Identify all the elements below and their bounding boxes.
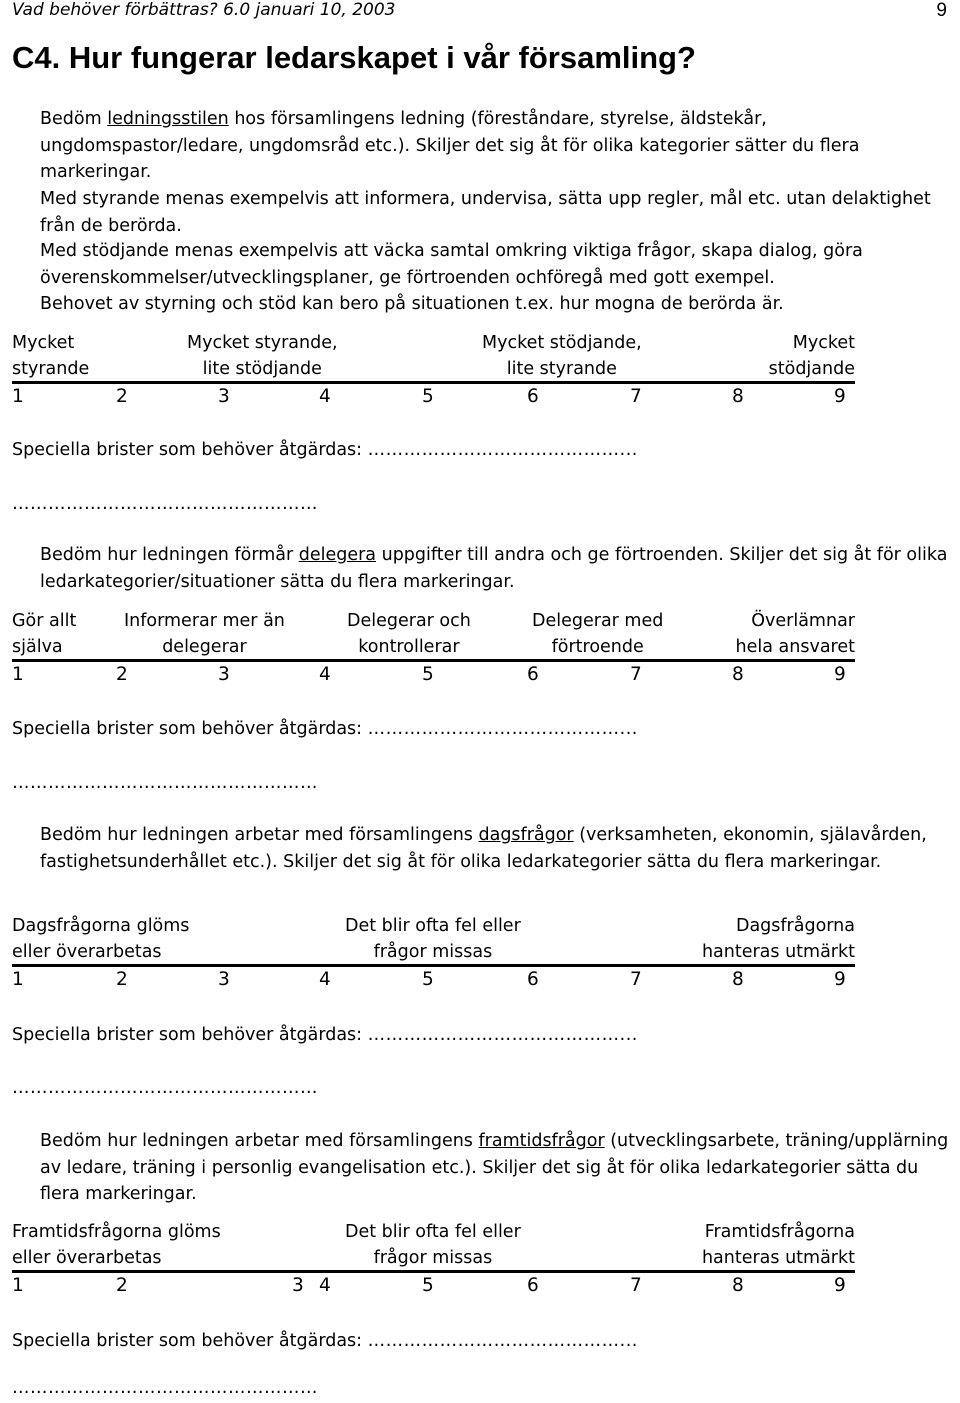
- deficiency-field[interactable]: Speciella brister som behöver åtgärdas: ……………………………………...: [12, 440, 638, 460]
- scale-option-6[interactable]: 6: [527, 664, 539, 685]
- scale-option-6[interactable]: 6: [527, 386, 539, 407]
- deficiency-field-continued[interactable]: ……………………………………………: [12, 494, 318, 514]
- scale-option-1[interactable]: 1: [12, 664, 24, 685]
- scale-label: Framtidsfrågorna hanteras utmärkt: [701, 1222, 855, 1268]
- deficiency-field[interactable]: Speciella brister som behöver åtgärdas: ……………………………………...: [12, 719, 638, 739]
- scale-option-4[interactable]: 4: [319, 969, 331, 990]
- scale-label: Det blir ofta fel eller frågor missas: [345, 1222, 521, 1268]
- scale-label: Delegerar och kontrollerar: [347, 611, 471, 657]
- question-2-text: Bedöm hur ledningen förmår delegera uppgifter till andra och ge förtroenden. Skiljer det sig åt för olika ledarkategorier/situationer sätta du flera markeringar.: [40, 545, 948, 592]
- question-1-definition-stodjande: Med stödjande menas exempelvis att väcka samtal omkring viktiga frågor, skapa dialog, göra överenskommelser/utvecklingsplaner, ge förtroenden ochföregå med gott exempel.: [40, 241, 863, 288]
- scale-label: Informerar mer än delegerar: [124, 611, 285, 657]
- scale-option-2[interactable]: 2: [116, 1275, 128, 1296]
- scale-rule: [12, 964, 855, 967]
- deficiency-field-continued[interactable]: ……………………………………………: [12, 1078, 318, 1098]
- page-number: 9: [936, 0, 947, 21]
- scale-label: Dagsfrågorna glöms eller överarbetas: [12, 916, 190, 962]
- scale-option-2[interactable]: 2: [116, 386, 128, 407]
- scale-option-6[interactable]: 6: [527, 969, 539, 990]
- scale-option-7[interactable]: 7: [630, 969, 642, 990]
- question-1-text: Bedöm ledningsstilen hos församlingens ledning (föreståndare, styrelse, äldstekår, ungdomspastor/ledare, ungdomsråd etc.). Skiljer det sig åt för olika kategorier sätter du flera markeringar.: [40, 109, 860, 182]
- deficiency-field[interactable]: Speciella brister som behöver åtgärdas: ……………………………………...: [12, 1025, 638, 1045]
- scale-option-5[interactable]: 5: [422, 664, 434, 685]
- scale-label: Gör allt själva: [12, 611, 77, 657]
- scale-rule: [12, 381, 855, 384]
- scale-option-1[interactable]: 1: [12, 386, 24, 407]
- scale-option-3[interactable]: 3: [218, 386, 230, 407]
- scale-option-9[interactable]: 9: [834, 664, 846, 685]
- scale-option-8[interactable]: 8: [732, 664, 744, 685]
- question-3-text: Bedöm hur ledningen arbetar med församlingens dagsfrågor (verksamheten, ekonomin, själavården, fastighetsunderhållet etc.). Skiljer det sig åt för olika ledarkategorier sätta du flera markeringar.: [40, 825, 927, 872]
- scale-option-7[interactable]: 7: [630, 386, 642, 407]
- scale-option-9[interactable]: 9: [834, 969, 846, 990]
- scale-option-3[interactable]: 3: [218, 664, 230, 685]
- scale-label: Mycket stödjande, lite styrande: [482, 333, 642, 379]
- question-4-text: Bedöm hur ledningen arbetar med församlingens framtidsfrågor (utvecklingsarbete, träning/upplärning av ledare, träning i personlig evangelisation etc.). Skiljer det sig åt för olika ledarkategorier sätta du flera markeringar.: [40, 1131, 949, 1204]
- page-title: C4. Hur fungerar ledarskapet i vår församling?: [12, 40, 696, 75]
- scale-option-2[interactable]: 2: [116, 664, 128, 685]
- scale-option-4[interactable]: 4: [319, 386, 331, 407]
- scale-option-3[interactable]: 3: [218, 969, 230, 990]
- scale-option-3[interactable]: 3: [292, 1275, 304, 1296]
- deficiency-field[interactable]: Speciella brister som behöver åtgärdas: ……………………………………...: [12, 1331, 638, 1351]
- scale-option-7[interactable]: 7: [630, 664, 642, 685]
- scale-option-1[interactable]: 1: [12, 1275, 24, 1296]
- scale-option-2[interactable]: 2: [116, 969, 128, 990]
- page-header: [12, 0, 947, 24]
- scale-option-5[interactable]: 5: [422, 969, 434, 990]
- scale-label: Överlämnar hela ansvaret: [735, 611, 855, 657]
- scale-label: Dagsfrågorna hanteras utmärkt: [701, 916, 855, 962]
- scale-option-8[interactable]: 8: [732, 969, 744, 990]
- question-1-note: Behovet av styrning och stöd kan bero på situationen t.ex. hur mogna de berörda är.: [40, 294, 784, 314]
- scale-label: Mycket stödjande: [768, 333, 855, 379]
- header-version: Vad behöver förbättras? 6.0 januari 10, 2003: [12, 0, 396, 20]
- scale-option-4[interactable]: 4: [319, 1275, 331, 1296]
- scale-option-6[interactable]: 6: [527, 1275, 539, 1296]
- scale-option-9[interactable]: 9: [834, 1275, 846, 1296]
- scale-rule: [12, 659, 855, 662]
- scale-option-5[interactable]: 5: [422, 386, 434, 407]
- scale-rule: [12, 1270, 855, 1273]
- scale-label: Mycket styrande: [12, 333, 90, 379]
- deficiency-field-continued[interactable]: ……………………………………………: [12, 773, 318, 793]
- deficiency-field-continued[interactable]: ……………………………………………: [12, 1378, 318, 1398]
- scale-label: Mycket styrande, lite stödjande: [187, 333, 338, 379]
- scale-label: Det blir ofta fel eller frågor missas: [345, 916, 521, 962]
- question-1-definition-styrande: Med styrande menas exempelvis att informera, undervisa, sätta upp regler, mål etc. utan delaktighet från de berörda.: [40, 189, 931, 236]
- scale-label: Framtidsfrågorna glöms eller överarbetas: [12, 1222, 221, 1268]
- scale-option-5[interactable]: 5: [422, 1275, 434, 1296]
- scale-option-4[interactable]: 4: [319, 664, 331, 685]
- scale-option-7[interactable]: 7: [630, 1275, 642, 1296]
- scale-option-8[interactable]: 8: [732, 1275, 744, 1296]
- scale-option-9[interactable]: 9: [834, 386, 846, 407]
- scale-option-8[interactable]: 8: [732, 386, 744, 407]
- scale-option-1[interactable]: 1: [12, 969, 24, 990]
- scale-label: Delegerar med förtroende: [532, 611, 664, 657]
